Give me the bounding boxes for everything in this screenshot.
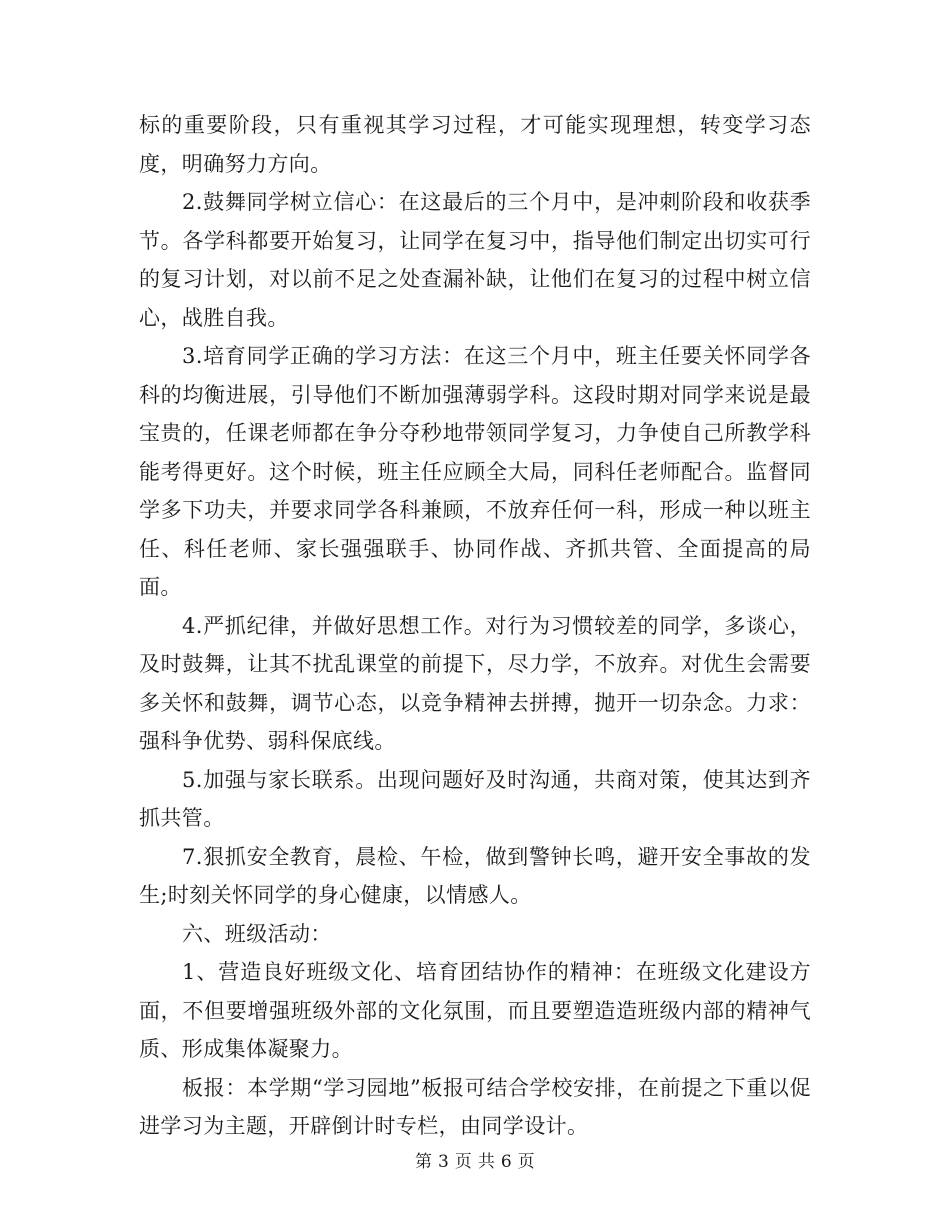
section-heading-class-activities: 六、班级活动： [182,921,332,946]
document-body [139,106,811,1146]
paragraph-item-7: 7.狠抓安全教育，晨检、午检，做到警钟长鸣，避开安全事故的发生;时刻关怀同学的身心健康，以情感人。 [139,844,811,907]
paragraph-item-2: 2.鼓舞同学树立信心：在这最后的三个月中，是冲刺阶段和收获季节。各学科都要开始复习，让同学在复习中，指导他们制定出切实可行的复习计划，对以前不足之处查漏补缺，让他们在复习的过程中树立信心，战胜自我。 [139,190,811,330]
paragraph-blackboard: 板报：本学期“学习园地”板报可结合学校安排，在前提之下重以促进学习为主题，开辟倒计时专栏，由同学设计。 [139,1075,811,1138]
paragraph-item-5: 5.加强与家长联系。出现问题好及时沟通，共商对策，使其达到齐抓共管。 [139,767,811,830]
page-footer [0,1150,950,1174]
paragraph-continuation: 标的重要阶段，只有重视其学习过程，才可能实现理想，转变学习态度，明确努力方向。 [139,113,811,176]
page-number-label: 第 3 页 共 6 页 [415,1152,535,1172]
paragraph-item-3: 3.培育同学正确的学习方法：在这三个月中，班主任要关怀同学各科的均衡进展，引导他们不断加强薄弱学科。这段时期对同学来说是最宝贵的，任课老师都在争分夺秒地带领同学复习，力争使自己所教学科能考得更好。这个时候，班主任应顾全大局，同科任老师配合。监督同学多下功夫，并要求同学各科兼顾，不放弃任何一科，形成一种以班主任、科任老师、家长强强联手、协同作战、齐抓共管、全面提高的局面。 [139,344,811,599]
paragraph-activity-1: 1、营造良好班级文化、培育团结协作的精神：在班级文化建设方面，不但要增强班级外部的文化氛围，而且要塑造造班级内部的精神气质、形成集体凝聚力。 [139,960,811,1061]
paragraph-item-4: 4.严抓纪律，并做好思想工作。对行为习惯较差的同学，多谈心，及时鼓舞，让其不扰乱课堂的前提下，尽力学，不放弃。对优生会需要多关怀和鼓舞，调节心态，以竞争精神去拼搏，抛开一切杂念。力求：强科争优势、弱科保底线。 [139,613,811,753]
